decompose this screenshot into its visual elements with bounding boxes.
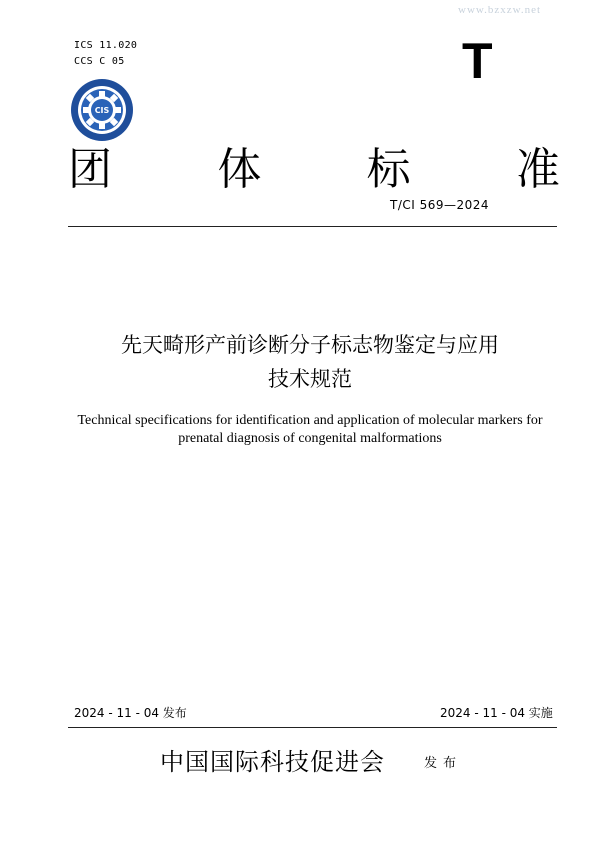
- organization-seal-icon: [70, 78, 134, 142]
- standard-type-char: 标: [366, 144, 411, 195]
- implement-date: 2024 - 11 - 04 实施: [440, 706, 553, 720]
- standard-type-heading: [68, 146, 560, 194]
- watermark-text: www.bzxzw.net: [458, 4, 542, 16]
- ics-code: ICS 11.020: [74, 40, 138, 51]
- publish-date: 2024 - 11 - 04 发布: [74, 706, 187, 720]
- english-title-line-2: prenatal diagnosis of congenital malformations: [178, 431, 442, 446]
- standard-number: T/CI 569—2024: [390, 198, 490, 212]
- issue-label: 发布: [424, 756, 463, 771]
- standard-type-char: 体: [217, 144, 262, 195]
- english-title: [55, 412, 565, 448]
- bottom-divider: [68, 727, 557, 728]
- category-letter: T: [462, 33, 493, 89]
- top-divider: [68, 226, 557, 227]
- english-title-line-1: Technical specifications for identification and application of molecular markers for: [77, 413, 543, 428]
- issuing-organization: 中国国际科技促进会: [160, 748, 385, 776]
- standard-type-char: 团: [68, 144, 112, 195]
- standard-type-char: 准: [515, 144, 560, 195]
- chinese-title: [60, 328, 560, 396]
- chinese-title-line-2: 技术规范: [268, 367, 352, 391]
- chinese-title-line-1: 先天畸形产前诊断分子标志物鉴定与应用: [121, 333, 499, 357]
- ccs-code: CCS C 05: [74, 56, 125, 67]
- logo-center-text: CIS: [94, 106, 110, 115]
